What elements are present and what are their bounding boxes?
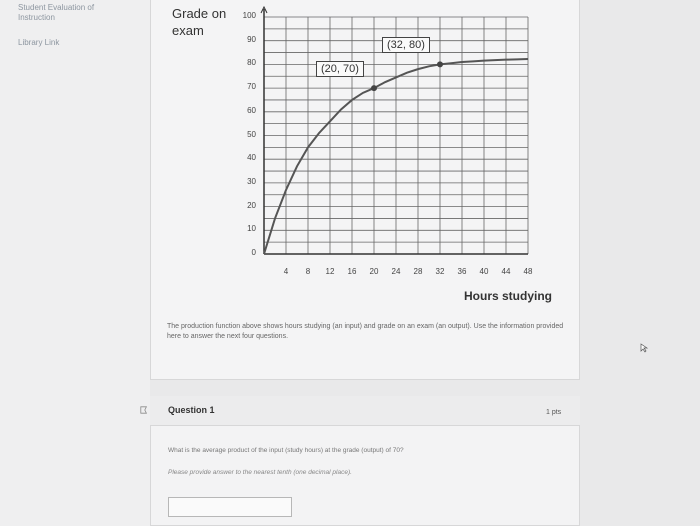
x-tick-label: 20 [369, 267, 379, 276]
flag-question-icon[interactable] [140, 406, 148, 414]
question-title: Question 1 [168, 405, 215, 415]
mouse-pointer-icon [640, 343, 650, 353]
y-tick-label: 70 [247, 82, 256, 92]
y-tick-label: 100 [242, 11, 256, 20]
y-tick-label: 40 [247, 153, 256, 163]
annotation-20-70: (20, 70) [316, 61, 364, 77]
y-tick-label: 50 [247, 129, 256, 139]
instruction-paragraph: The production function above shows hours studying (an input) and grade on an exam (an output). Use the information provided here to answer the next four questions. [167, 323, 564, 340]
x-tick-label: 24 [391, 267, 401, 276]
x-axis-label: Hours studying [464, 289, 553, 303]
x-tick-label: 40 [479, 267, 489, 276]
annotation-32-80: (32, 80) [382, 37, 430, 53]
y-tick-label: 20 [247, 200, 256, 210]
y-tick-label: 90 [247, 34, 256, 44]
x-tick-label: 44 [501, 267, 511, 276]
y-tick-label: 10 [247, 224, 256, 234]
data-point-1 [437, 61, 443, 67]
question-hint: Please provide answer to the nearest tenth (one decimal place). [168, 469, 352, 476]
y-tick-label: 60 [247, 105, 256, 115]
x-tick-label: 12 [325, 267, 335, 276]
x-tick-label: 36 [457, 267, 467, 276]
x-tick-label: 48 [523, 267, 533, 276]
x-tick-label: 4 [283, 267, 289, 276]
sidebar-link-student-evaluation[interactable]: Student Evaluation of Instruction [18, 3, 95, 22]
y-tick-label: 80 [247, 58, 256, 68]
y-tick-label: 30 [247, 176, 256, 186]
answer-input[interactable] [168, 497, 292, 517]
x-tick-label: 32 [435, 267, 445, 276]
question-text: What is the average product of the input (study hours) at the grade (output) of 70? [168, 447, 404, 454]
x-tick-label: 8 [305, 267, 311, 276]
y-tick-label: 0 [251, 248, 256, 257]
data-point-0 [371, 85, 377, 91]
y-axis-label: Grade on exam [172, 6, 227, 38]
x-tick-label: 16 [347, 267, 357, 276]
sidebar-link-library[interactable]: Library Link [18, 38, 60, 47]
question-points: 1 pts [546, 409, 562, 416]
x-tick-label: 28 [413, 267, 423, 276]
